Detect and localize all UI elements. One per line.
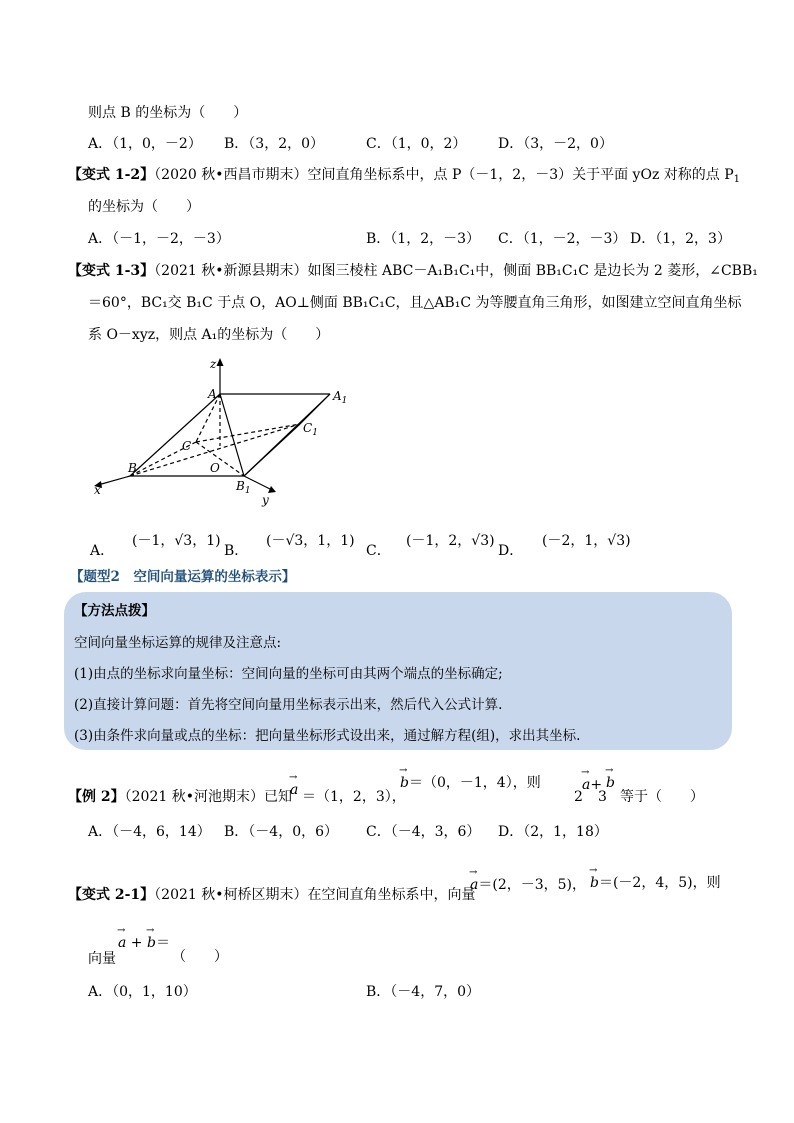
- variant-1-2-line2: 的坐标为（ ）: [88, 199, 200, 215]
- edge-CB1: [196, 442, 244, 476]
- label-z: z: [210, 358, 217, 371]
- method-title: 【方法点拨】: [74, 603, 155, 619]
- edge-AC: [196, 394, 220, 442]
- option-d-letter: D．: [498, 543, 524, 559]
- source: （2020 秋•西昌市期末）: [154, 167, 308, 183]
- option-d: D．（3，－2，0）: [498, 136, 613, 152]
- method-box: [64, 592, 732, 750]
- option-d-value: (－2，1，√3): [542, 533, 631, 549]
- variant-2-1-line1: [68, 886, 476, 904]
- option-c: C．（1，0，2）: [366, 136, 467, 152]
- label-y: y: [262, 493, 269, 507]
- stem-text: 空间直角坐标系中，点 P（－1，2，－3）关于平面 yOz 对称的点 P: [307, 167, 734, 183]
- option-a: A．（－4，6，14）: [88, 824, 211, 840]
- stem-text: 如图三棱柱 ABC－A₁B₁C₁中，侧面 BB₁C₁C 是边长为 2 菱形，∠CBB₁: [307, 263, 758, 279]
- label-C: C: [182, 439, 192, 453]
- option-b: B．（－4，0，6）: [224, 824, 339, 840]
- source: （2021 秋•柯桥区期末）: [154, 887, 308, 903]
- expression-b: → b: [606, 774, 615, 792]
- vector-b: → b＝（0，－1，4），则: [400, 774, 541, 792]
- vector-a: → a: [290, 781, 298, 799]
- known-text: 已知: [263, 789, 292, 805]
- subscript: 1: [733, 174, 741, 185]
- variant-1-3-line3: 系 O－xyz，则点 A₁的坐标为（ ）: [88, 327, 330, 343]
- vector-a-value: ＝（1，2，3），: [302, 789, 406, 805]
- y-arrow: [268, 486, 276, 493]
- option-d: D．（2，1，18）: [498, 824, 608, 840]
- method-line: (3)由条件求向量或点的坐标：把向量坐标形式设出来，通过解方程(组)，求出其坐标.: [74, 728, 581, 744]
- source: （2021 秋•河池期末）: [124, 789, 264, 805]
- x-axis: [98, 476, 130, 485]
- example-2-tail: 等于（ ）: [620, 789, 704, 805]
- variant-tag: 【变式 2-1】: [68, 887, 155, 903]
- label-B1: $B_1$: [236, 479, 251, 496]
- label-B: B: [128, 461, 137, 475]
- answer-bracket: （ ）: [172, 949, 228, 965]
- option-b-letter: B．: [224, 543, 249, 559]
- stem-text: 在空间直角坐标系中，向量: [307, 887, 476, 903]
- option-a-value: (－1，√3，1): [132, 533, 221, 549]
- option-a-letter: A．: [90, 543, 115, 559]
- label-O: O: [210, 461, 220, 475]
- section-title: 【题型2 空间向量运算的坐标表示】: [70, 569, 296, 585]
- option-c: C．（－4，3，6）: [366, 824, 481, 840]
- question-stem: 则点 B 的坐标为（ ）: [88, 105, 248, 121]
- option-b-value: (－√3，1，1): [266, 533, 355, 549]
- method-line: (1)由点的坐标求向量坐标：空间向量的坐标可由其两个端点的坐标确定;: [74, 666, 503, 682]
- expression-a: → a+: [582, 776, 602, 794]
- example-2-line: [68, 788, 292, 806]
- method-line: (2)直接计算问题：首先将空间向量用坐标表示出来，然后代入公式计算.: [74, 697, 503, 713]
- vector-a: → a＝(2，－3，5)，: [470, 876, 586, 894]
- variant-1-2-line1: [68, 166, 740, 184]
- label-x: x: [94, 483, 101, 497]
- variant-tag: 【变式 1-2】: [68, 167, 155, 183]
- variant-1-3-line1: [68, 262, 758, 280]
- variant-tag: 【变式 1-3】: [68, 263, 155, 279]
- option-c-value: (－1，2，√3): [406, 533, 495, 549]
- option-a: A．（0，1，10）: [88, 984, 197, 1000]
- prism-figure: [88, 358, 368, 508]
- option-d: D．（1，2，3）: [630, 231, 731, 247]
- option-b: B．（1，2，－3）: [366, 231, 481, 247]
- variant-1-3-line2: ＝60°，BC₁交 B₁C 于点 O，AO⊥侧面 BB₁C₁C，且△AB₁C 为等腰直角三角形，如图建立空间直角坐标: [88, 295, 742, 311]
- z-arrow: [217, 358, 224, 366]
- edge-AB1: [220, 394, 244, 476]
- option-b: B．（3，2，0）: [224, 136, 325, 152]
- label-C1: $C_1$: [303, 421, 318, 438]
- option-a: A．（1，0，－2）: [88, 136, 202, 152]
- variant-2-1-line2-label: 向量: [88, 951, 116, 967]
- option-c: C．（1，－2，－3）: [498, 231, 627, 247]
- label-A: A: [208, 387, 217, 401]
- option-a: A．（－1，－2，－3）: [88, 231, 230, 247]
- vector-b: → b＝(－2，4，5)，则: [590, 874, 721, 892]
- edge-AB: [130, 394, 220, 476]
- source: （2021 秋•新源县期末）: [154, 263, 308, 279]
- method-line: 空间向量坐标运算的规律及注意点:: [74, 635, 282, 651]
- label-A1: $A_1$: [333, 389, 348, 406]
- expression-coef-2: 2: [574, 789, 583, 805]
- vector-sum: → a + → b＝: [118, 934, 170, 952]
- option-b: B．（－4，7，0）: [366, 984, 481, 1000]
- example-tag: 【例 2】: [68, 789, 125, 805]
- expression-coef-3: 3: [598, 789, 607, 805]
- option-c-letter: C．: [366, 543, 391, 559]
